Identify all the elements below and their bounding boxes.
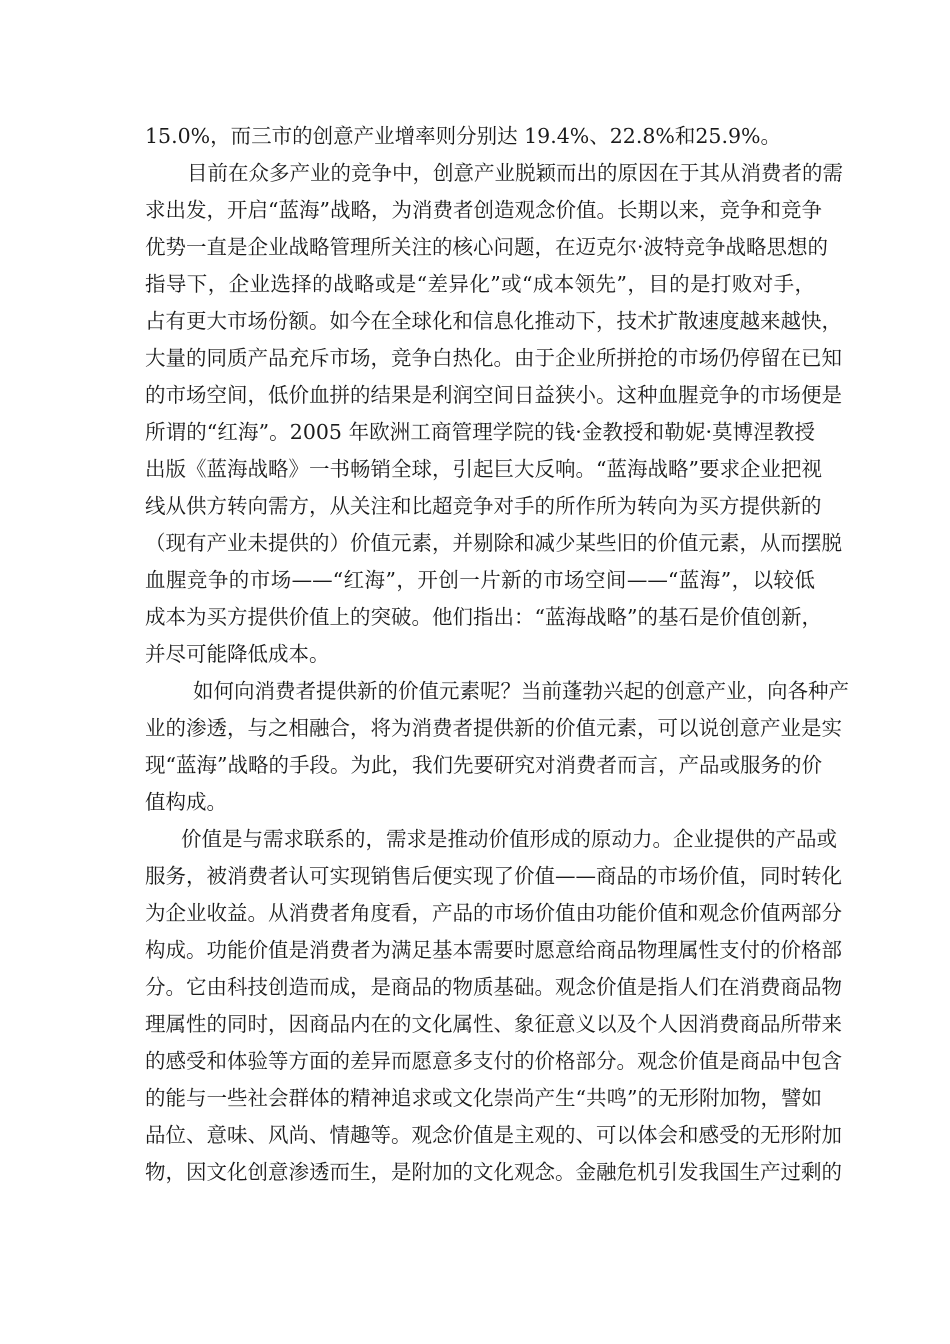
paragraph-2-line-14: 并尽可能降低成本。 xyxy=(145,642,330,666)
paragraph-3-line-3: 现“蓝海”战略的手段。为此，我们先要研究对消费者而言，产品或服务的价 xyxy=(145,753,822,777)
paragraph-2-line-6: 大量的同质产品充斥市场，竞争白热化。由于企业所拼抢的市场仍停留在已知 xyxy=(145,346,842,370)
paragraph-4-line-1: 价值是与需求联系的，需求是推动价值形成的原动力。企业提供的产品或 xyxy=(181,827,837,851)
paragraph-2-line-13: 成本为买方提供价值上的突破。他们指出：“蓝海战略”的基石是价值创新， xyxy=(145,605,822,629)
paragraph-4-line-5: 分。它由科技创造而成，是商品的物质基础。观念价值是指人们在消费商品物 xyxy=(145,975,842,999)
paragraph-4-line-4: 构成。功能价值是消费者为满足基本需要时愿意给商品物理属性支付的价格部 xyxy=(145,938,842,962)
paragraph-4-line-7: 的感受和体验等方面的差异而愿意多支付的价格部分。观念价值是商品中包含 xyxy=(145,1049,842,1073)
paragraph-3-line-4: 值构成。 xyxy=(145,790,227,814)
paragraph-4-line-6: 理属性的同时，因商品内在的文化属性、象征意义以及个人因消费商品所带来 xyxy=(145,1012,842,1036)
paragraph-2-line-7: 的市场空间，低价血拼的结果是利润空间日益狭小。这种血腥竞争的市场便是 xyxy=(145,383,842,407)
paragraph-4-line-9: 品位、意味、风尚、情趣等。观念价值是主观的、可以体会和感受的无形附加 xyxy=(145,1123,842,1147)
paragraph-1-line-1: 15.0%，而三市的创意产业增率则分别达 19.4%、22.8%和25.9%。 xyxy=(145,124,782,148)
paragraph-2-line-10: 线从供方转向需方，从关注和比超竞争对手的所作所为转向为买方提供新的 xyxy=(145,494,822,518)
paragraph-2-line-1: 目前在众多产业的竞争中，创意产业脱颖而出的原因在于其从消费者的需 xyxy=(187,161,843,185)
paragraph-2-line-9: 出版《蓝海战略》一书畅销全球，引起巨大反响。“蓝海战略”要求企业把视 xyxy=(145,457,822,481)
paragraph-3-line-1: 如何向消费者提供新的价值元素呢？当前蓬勃兴起的创意产业，向各种产 xyxy=(193,679,849,703)
paragraph-4-line-2: 服务，被消费者认可实现销售后便实现了价值——商品的市场价值，同时转化 xyxy=(145,864,842,888)
paragraph-4-line-3: 为企业收益。从消费者角度看，产品的市场价值由功能价值和观念价值两部分 xyxy=(145,901,842,925)
paragraph-2-line-5: 占有更大市场份额。如今在全球化和信息化推动下，技术扩散速度越来越快， xyxy=(145,309,842,333)
paragraph-2-line-12: 血腥竞争的市场——“红海”，开创一片新的市场空间——“蓝海”，以较低 xyxy=(145,568,815,592)
paragraph-2-line-3: 优势一直是企业战略管理所关注的核心问题，在迈克尔·波特竞争战略思想的 xyxy=(145,235,829,259)
paragraph-4-line-10: 物，因文化创意渗透而生，是附加的文化观念。金融危机引发我国生产过剩的 xyxy=(145,1160,842,1184)
paragraph-2-line-4: 指导下，企业选择的战略或是“差异化”或“成本领先”，目的是打败对手， xyxy=(145,272,815,296)
paragraph-2-line-2: 求出发，开启“蓝海”战略，为消费者创造观念价值。长期以来，竞争和竞争 xyxy=(145,198,822,222)
paragraph-3-line-2: 业的渗透，与之相融合，将为消费者提供新的价值元素，可以说创意产业是实 xyxy=(145,716,842,740)
paragraph-4-line-8: 的能与一些社会群体的精神追求或文化崇尚产生“共鸣”的无形附加物，譬如 xyxy=(145,1086,822,1110)
paragraph-2-line-8: 所谓的“红海”。2005 年欧洲工商管理学院的钱·金教授和勒妮·莫博涅教授 xyxy=(145,420,815,444)
paragraph-2-line-11: （现有产业未提供的）价值元素，并剔除和减少某些旧的价值元素，从而摆脱 xyxy=(145,531,842,555)
